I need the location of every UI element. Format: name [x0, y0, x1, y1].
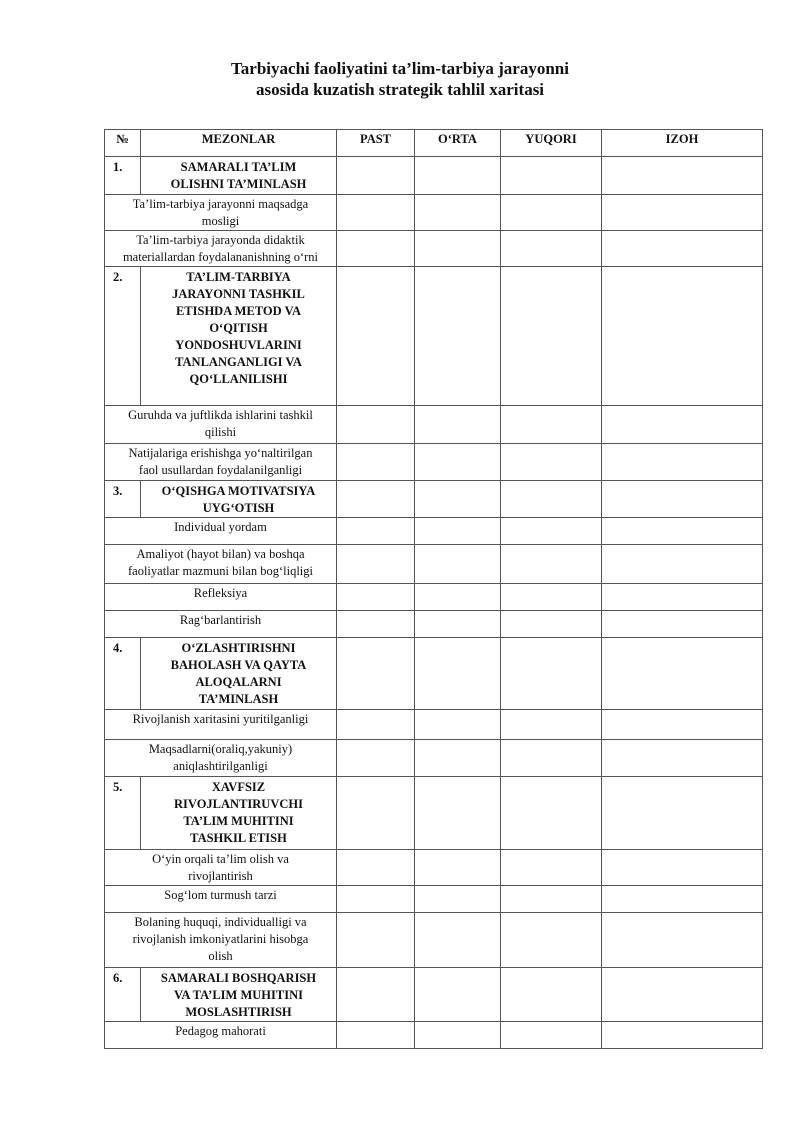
- document-title-line-2: asosida kuzatish strategik tahlil xaritasi: [255, 80, 545, 99]
- rating-medium-cell: [415, 968, 501, 1022]
- header-criteria: MEZONLAR: [141, 130, 337, 157]
- table-row: [105, 850, 763, 886]
- rating-high-cell: [501, 638, 602, 710]
- table-row: [105, 518, 763, 545]
- rating-low-cell: [337, 968, 415, 1022]
- rating-medium-cell: [415, 710, 501, 740]
- rating-medium-cell: [415, 231, 501, 267]
- rating-high-cell: [501, 444, 602, 481]
- criterion-text: Rag‘barlantirish: [105, 611, 337, 638]
- section-number: 2.: [105, 267, 141, 406]
- rating-high-cell: [501, 1022, 602, 1049]
- rating-high-cell: [501, 231, 602, 267]
- criterion-text: Refleksiya: [105, 584, 337, 611]
- rating-high-cell: [501, 968, 602, 1022]
- rating-medium-cell: [415, 444, 501, 481]
- rating-medium-cell: [415, 584, 501, 611]
- rating-low-cell: [337, 710, 415, 740]
- table-row: [105, 611, 763, 638]
- table-header-row: [105, 130, 763, 157]
- note-cell: [602, 740, 763, 777]
- note-cell: [602, 611, 763, 638]
- rating-high-cell: [501, 913, 602, 968]
- header-note: IZOH: [602, 130, 763, 157]
- section-title: XAVFSIZ RIVOJLANTIRUVCHI TA’LIM MUHITINI TASHKIL ETISH: [141, 777, 337, 850]
- rating-low-cell: [337, 1022, 415, 1049]
- rating-low-cell: [337, 777, 415, 850]
- table-section-row: [105, 638, 763, 710]
- rating-medium-cell: [415, 406, 501, 444]
- rating-low-cell: [337, 406, 415, 444]
- rating-low-cell: [337, 481, 415, 518]
- rating-low-cell: [337, 740, 415, 777]
- rating-low-cell: [337, 545, 415, 584]
- criterion-text: Individual yordam: [105, 518, 337, 545]
- rating-medium-cell: [415, 611, 501, 638]
- section-title: TA’LIM-TARBIYA JARAYONNI TASHKIL ETISHDA METOD VA O‘QITISH YONDOSHUVLARINI TANLANGANLIGI VA QO‘LLANILISHI: [141, 267, 337, 406]
- rating-low-cell: [337, 638, 415, 710]
- note-cell: [602, 1022, 763, 1049]
- rating-medium-cell: [415, 1022, 501, 1049]
- section-number: 3.: [105, 481, 141, 518]
- note-cell: [602, 481, 763, 518]
- table-row: [105, 444, 763, 481]
- rating-high-cell: [501, 518, 602, 545]
- rating-high-cell: [501, 886, 602, 913]
- section-title: O‘ZLASHTIRISHNI BAHOLASH VA QAYTA ALOQALARNI TA’MINLASH: [141, 638, 337, 710]
- rating-low-cell: [337, 913, 415, 968]
- note-cell: [602, 231, 763, 267]
- section-number: 5.: [105, 777, 141, 850]
- note-cell: [602, 545, 763, 584]
- note-cell: [602, 195, 763, 231]
- criterion-text: Maqsadlarni(oraliq,yakuniy) aniqlashtirilganligi: [105, 740, 337, 777]
- rating-medium-cell: [415, 267, 501, 406]
- rating-medium-cell: [415, 850, 501, 886]
- rating-medium-cell: [415, 481, 501, 518]
- table-section-row: [105, 968, 763, 1022]
- note-cell: [602, 267, 763, 406]
- header-medium: O‘RTA: [415, 130, 501, 157]
- section-number: 4.: [105, 638, 141, 710]
- header-high: YUQORI: [501, 130, 602, 157]
- analysis-table: [104, 129, 763, 1049]
- note-cell: [602, 850, 763, 886]
- rating-medium-cell: [415, 638, 501, 710]
- note-cell: [602, 913, 763, 968]
- rating-medium-cell: [415, 518, 501, 545]
- table-row: [105, 913, 763, 968]
- header-low: PAST: [337, 130, 415, 157]
- rating-low-cell: [337, 850, 415, 886]
- note-cell: [602, 584, 763, 611]
- note-cell: [602, 777, 763, 850]
- rating-low-cell: [337, 195, 415, 231]
- rating-high-cell: [501, 406, 602, 444]
- rating-medium-cell: [415, 777, 501, 850]
- table-row: [105, 231, 763, 267]
- rating-low-cell: [337, 886, 415, 913]
- criterion-text: Rivojlanish xaritasini yuritilganligi: [105, 710, 337, 740]
- section-title: SAMARALI BOSHQARISH VA TA’LIM MUHITINI MOSLASHTIRISH: [141, 968, 337, 1022]
- table-row: [105, 740, 763, 777]
- rating-low-cell: [337, 611, 415, 638]
- table-section-row: [105, 267, 763, 406]
- criterion-text: O‘yin orqali ta’lim olish va rivojlantirish: [105, 850, 337, 886]
- table-section-row: [105, 157, 763, 195]
- criterion-text: Ta’lim-tarbiya jarayonda didaktik materiallardan foydalananishning o‘rni: [105, 231, 337, 267]
- table-row: [105, 710, 763, 740]
- rating-low-cell: [337, 157, 415, 195]
- criterion-text: Natijalariga erishishga yo‘naltirilgan faol usullardan foydalanilganligi: [105, 444, 337, 481]
- document-title-line-1: Tarbiyachi faoliyatini ta’lim-tarbiya jarayonni: [231, 59, 569, 78]
- note-cell: [602, 710, 763, 740]
- rating-medium-cell: [415, 157, 501, 195]
- rating-high-cell: [501, 740, 602, 777]
- table-row: [105, 545, 763, 584]
- rating-high-cell: [501, 611, 602, 638]
- table-row: [105, 886, 763, 913]
- rating-low-cell: [337, 444, 415, 481]
- rating-medium-cell: [415, 886, 501, 913]
- criterion-text: Pedagog mahorati: [105, 1022, 337, 1049]
- rating-low-cell: [337, 267, 415, 406]
- header-number: №: [105, 130, 141, 157]
- note-cell: [602, 406, 763, 444]
- note-cell: [602, 157, 763, 195]
- note-cell: [602, 444, 763, 481]
- rating-high-cell: [501, 710, 602, 740]
- table-row: [105, 1022, 763, 1049]
- criterion-text: Sog‘lom turmush tarzi: [105, 886, 337, 913]
- rating-low-cell: [337, 231, 415, 267]
- rating-low-cell: [337, 584, 415, 611]
- note-cell: [602, 638, 763, 710]
- rating-high-cell: [501, 157, 602, 195]
- section-title: SAMARALI TA’LIM OLISHNI TA’MINLASH: [141, 157, 337, 195]
- note-cell: [602, 886, 763, 913]
- rating-medium-cell: [415, 913, 501, 968]
- criterion-text: Guruhda va juftlikda ishlarini tashkil qilishi: [105, 406, 337, 444]
- table-section-row: [105, 777, 763, 850]
- criterion-text: Ta’lim-tarbiya jarayonni maqsadga mosligi: [105, 195, 337, 231]
- table-row: [105, 406, 763, 444]
- criterion-text: Amaliyot (hayot bilan) va boshqa faoliyatlar mazmuni bilan bog‘liqligi: [105, 545, 337, 584]
- rating-high-cell: [501, 850, 602, 886]
- section-number: 6.: [105, 968, 141, 1022]
- rating-high-cell: [501, 777, 602, 850]
- rating-high-cell: [501, 481, 602, 518]
- table-row: [105, 195, 763, 231]
- rating-medium-cell: [415, 740, 501, 777]
- rating-medium-cell: [415, 195, 501, 231]
- note-cell: [602, 968, 763, 1022]
- criterion-text: Bolaning huquqi, individualligi va rivojlanish imkoniyatlarini hisobga olish: [105, 913, 337, 968]
- rating-high-cell: [501, 545, 602, 584]
- note-cell: [602, 518, 763, 545]
- rating-medium-cell: [415, 545, 501, 584]
- section-title: O‘QISHGA MOTIVATSIYA UYG‘OTISH: [141, 481, 337, 518]
- rating-high-cell: [501, 267, 602, 406]
- table-section-row: [105, 481, 763, 518]
- section-number: 1.: [105, 157, 141, 195]
- rating-high-cell: [501, 584, 602, 611]
- table-row: [105, 584, 763, 611]
- rating-high-cell: [501, 195, 602, 231]
- rating-low-cell: [337, 518, 415, 545]
